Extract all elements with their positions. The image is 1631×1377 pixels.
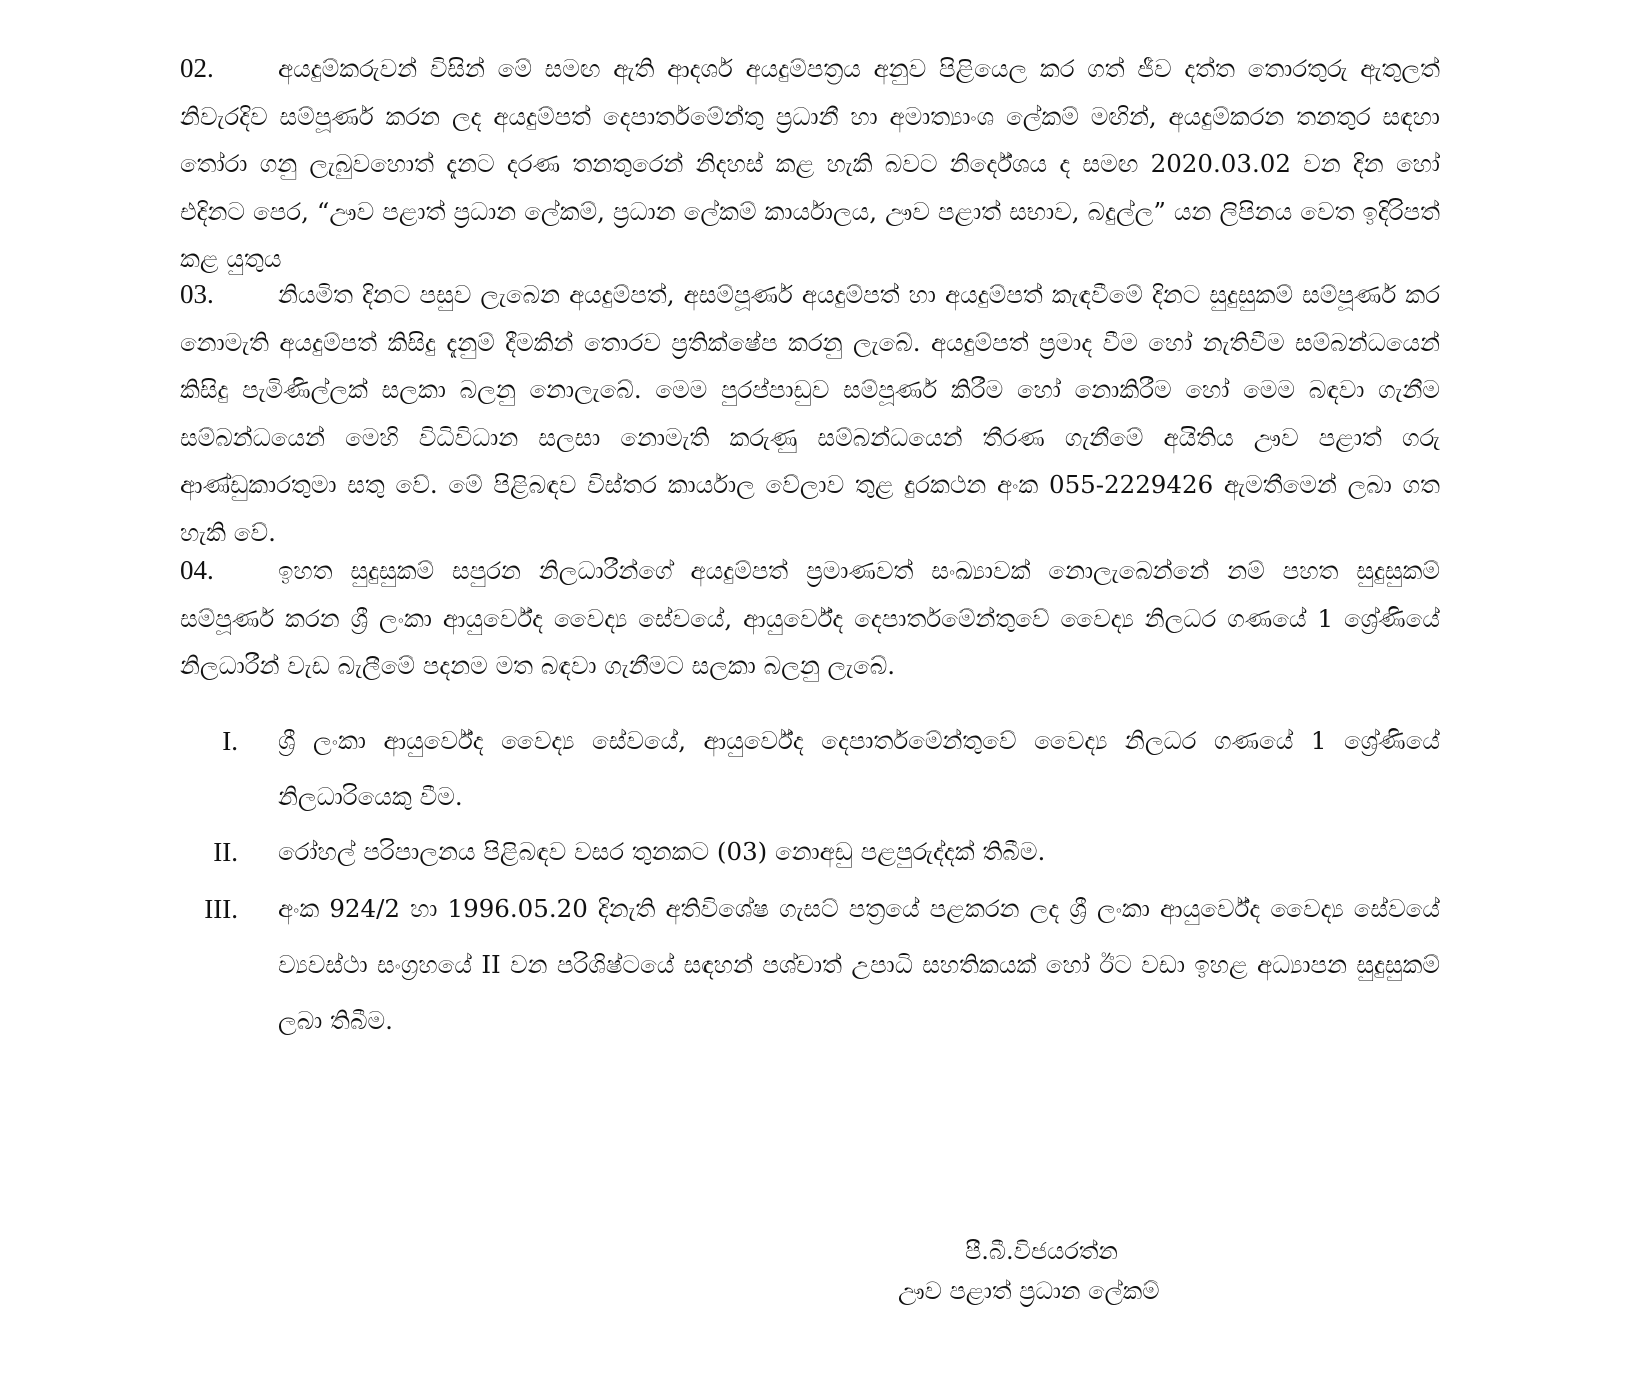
list-item-numeral: II. <box>213 837 238 867</box>
list-item-numeral: I. <box>222 726 238 756</box>
signatory-name: පී.බී.විජයරත්න <box>965 1237 1118 1265</box>
list-item-text: අංක 924/2 හා 1996.05.20 දිනැති අතිවිශේෂ ගැසට් පත්‍රයේ පළකරන ලද ශ්‍රී ලංකා ආයුර්වේද වෛද්‍ය සේවයේ ව්‍යවස්ථා සංග්‍රහයේ II වන පරිශිෂ්ටයේ සඳහන් පශ්චාත් උපාධි සහතිකයක් හෝ ඊට වඩා ඉහළ අධ්‍යාපන සුදුසුකම් ලබා තිබීම. <box>278 894 1440 1035</box>
paragraph-02 <box>180 45 1440 283</box>
paragraph-text: අයදුම්කරුවන් විසින් මේ සමඟ ඇති ආදර්ශ අයදුම්පත්‍රය අනුව පිළියෙල කර ගත් ජීව දත්ත තොරතුරු ඇතුලත් නිවැරදිව සම්පූර්ණ කරන ලද අයදුම්පත් දෙපාර්තමේන්තු ප්‍රධානී හා අමාත්‍යාංශ ලේකම් මඟින්, අයදුම්කරන තනතුර සඳහා තෝරා ගනු ලැබුවහොත් දැනට දරණ තනතුරෙන් නිදහස් කළ හැකි බවට නිර්දේශය ද සමඟ 2020.03.02 වන දින හෝ එදිනට පෙර, “ඌව පළාත් ප්‍රධාන ලේකම්, ප්‍රධාන ලේකම් කාර්යාලය, ඌව පළාත් සභාව, බදුල්ල” යන ලිපිනය වෙත ඉදිරිපත් කළ යුතුය <box>180 54 1440 273</box>
paragraph-text: නියමිත දිනට පසුව ලැබෙන අයදුම්පත්, අසම්පූර්ණ අයදුම්පත් හා අයදුම්පත් කැඳවීමේ දිනට සුදුසුකම් සම්පූර්ණ කර නොමැති අයදුම්පත් කිසිදු දැනුම් දීමකින් තොරව ප්‍රතික්ෂේප කරනු ලැබේ. අයදුම්පත් ප්‍රමාද වීම හෝ නැතිවීම සම්බන්ධයෙන් කිසිදු පැමිණිල්ලක් සලකා බලනු නොලැබේ. මෙම පුරප්පාඩුව සම්පූර්ණ කිරීම හෝ නොකිරීම හෝ මෙම බඳවා ගැනීම සම්බන්ධයෙන් මෙහි විධිවිධාන සලසා නොමැති කරුණු සම්බන්ධයෙන් තීරණ ගැනීමේ අයිතිය ඌව පළාත් ගරු ආණ්ඩුකාරතුමා සතු වේ. මේ පිළිබඳව විස්තර කාර්යාල වේලාව තුළ දුරකථන අංක 055-2229426 ඇමතීමෙන් ලබා ගත හැකි වේ. <box>180 280 1440 547</box>
paragraph-number: 04. <box>180 555 214 585</box>
list-item-text: රෝහල් පරිපාලනය පිළිබඳව වසර තුනකට (03) නොඅඩු පළපුරුද්දක් තිබීම. <box>278 837 1046 866</box>
paragraph-04 <box>180 547 1440 690</box>
paragraph-number: 02. <box>180 53 214 83</box>
paragraph-text: ඉහත සුදුසුකම් සපුරන නිලධාරීන්ගේ අයදුම්පත් ප්‍රමාණවත් සංඛ්‍යාවක් නොලැබෙන්නේ නම් පහත සුදුසුකම් සම්පූර්ණ කරන ශ්‍රී ලංකා ආයුර්වේද වෛද්‍ය සේවයේ, ආයුර්වේද දෙපාර්තමේන්තුවේ වෛද්‍ය නිලධර ගණයේ 1 ශ්‍රේණියේ නිලධාරීන් වැඩ බැලීමේ පදනම මත බඳවා ගැනීමට සලකා බලනු ලැබේ. <box>180 556 1440 680</box>
paragraph-number: 03. <box>180 279 214 309</box>
signatory-title: ඌව පළාත් ප්‍රධාන ලේකම් <box>898 1277 1160 1305</box>
paragraph-03 <box>180 271 1440 556</box>
list-item-text: ශ්‍රී ලංකා ආයුර්වේද වෛද්‍ය සේවයේ, ආයුර්වේද දෙපාර්තමේන්තුවේ වෛද්‍ය නිලධර ගණයේ 1 ශ්‍රේණියේ නිලධාරියෙකු වීම. <box>278 726 1440 811</box>
list-item-numeral: III. <box>204 894 238 924</box>
